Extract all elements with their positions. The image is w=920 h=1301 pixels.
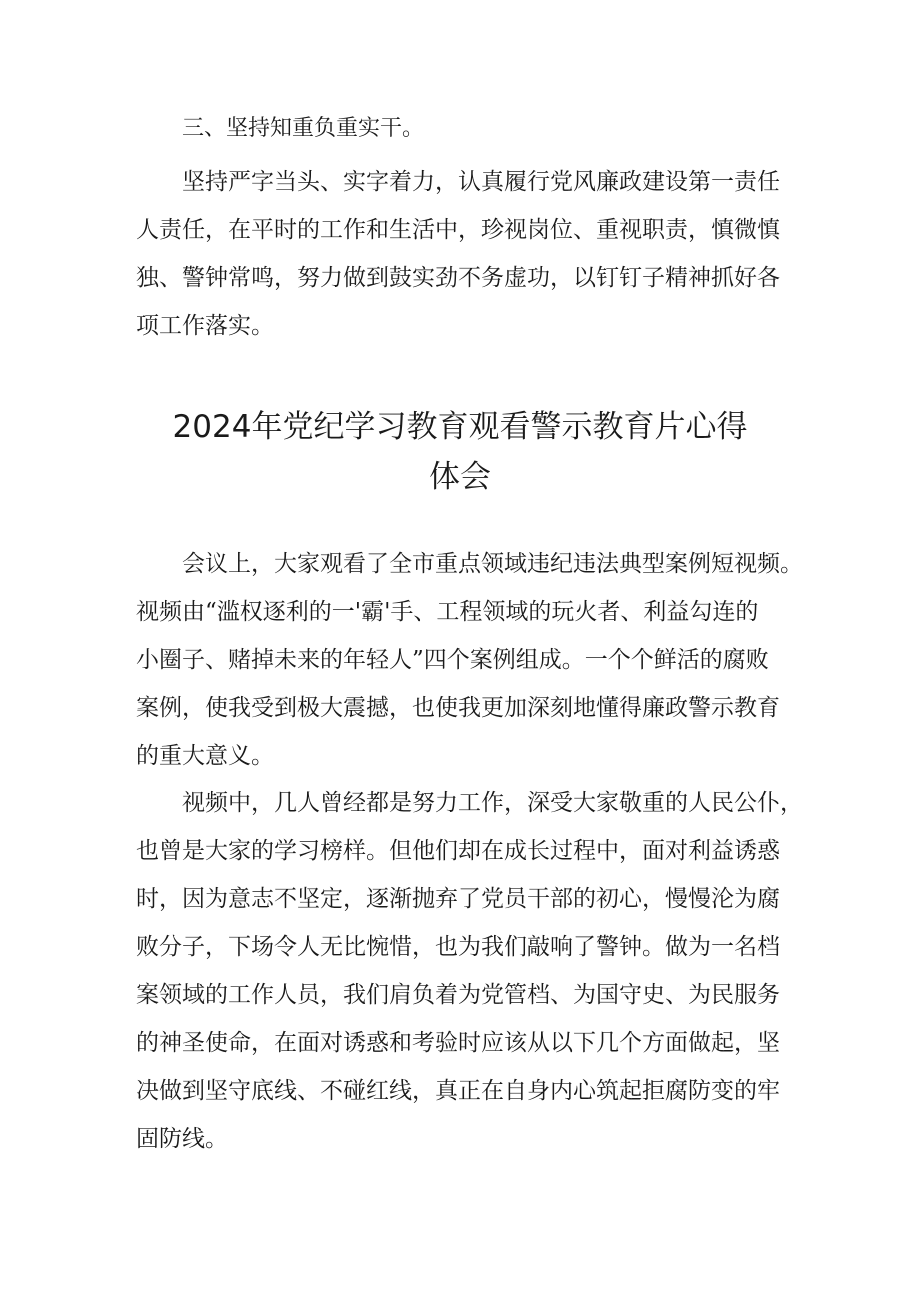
paragraph-line: 案领域的工作人员，我们肩负着为党管档、为国守史、为民服务 [136,982,780,1008]
section-heading: 三、坚持知重负重实干。 [182,116,425,141]
paragraph-line: 坚持严字当头、实字着力，认真履行党风廉政建设第一责任 [136,169,780,195]
paragraph-line: 视频中，几人曾经都是努力工作，深受大家敬重的人民公仆， [136,790,803,816]
paragraph-line: 固防线。 [136,1126,228,1152]
paragraph-line: 败分子，下场令人无比惋惜，也为我们敲响了警钟。做为一名档 [136,934,780,960]
paragraph-line: 的重大意义。 [136,743,274,769]
paragraph-line: 独、警钟常鸣，努力做到鼓实劲不务虚功，以钉钉子精神抓好各 [136,265,780,291]
article-paragraph-1 [136,540,803,780]
paragraph-line: 视频由“滥权逐利的一'霸'手、工程领域的玩火者、利益勾连的 [136,599,759,625]
paragraph-line: 的神圣使命，在面对诱惑和考验时应该从以下几个方面做起，坚 [136,1030,780,1056]
paragraph-line: 小圈子、赌掉未来的年轻人”四个案例组成。一个个鲜活的腐败 [136,647,769,673]
paragraph-line: 也曾是大家的学习榜样。但他们却在成长过程中，面对利益诱惑 [136,838,780,864]
paragraph-line: 时，因为意志不坚定，逐渐抛弃了党员干部的初心，慢慢沦为腐 [136,886,780,912]
paragraph-line: 会议上，大家观看了全市重点领域违纪违法典型案例短视频。 [136,551,803,577]
paragraph-line: 案例，使我受到极大震撼，也使我更加深刻地懂得廉政警示教育 [136,695,780,721]
paragraph-line: 项工作落实。 [136,313,274,339]
article-title-line-2: 体会 [429,459,491,495]
article-title-line-1: 2024年党纪学习教育观看警示教育片心得 [172,409,748,445]
section-paragraph [136,158,796,350]
paragraph-line: 人责任，在平时的工作和生活中，珍视岗位、重视职责，慎微慎 [136,217,780,243]
paragraph-line: 决做到坚守底线、不碰红线，真正在自身内心筑起拒腐防变的牢 [136,1078,780,1104]
article-paragraph-2 [136,779,803,1163]
